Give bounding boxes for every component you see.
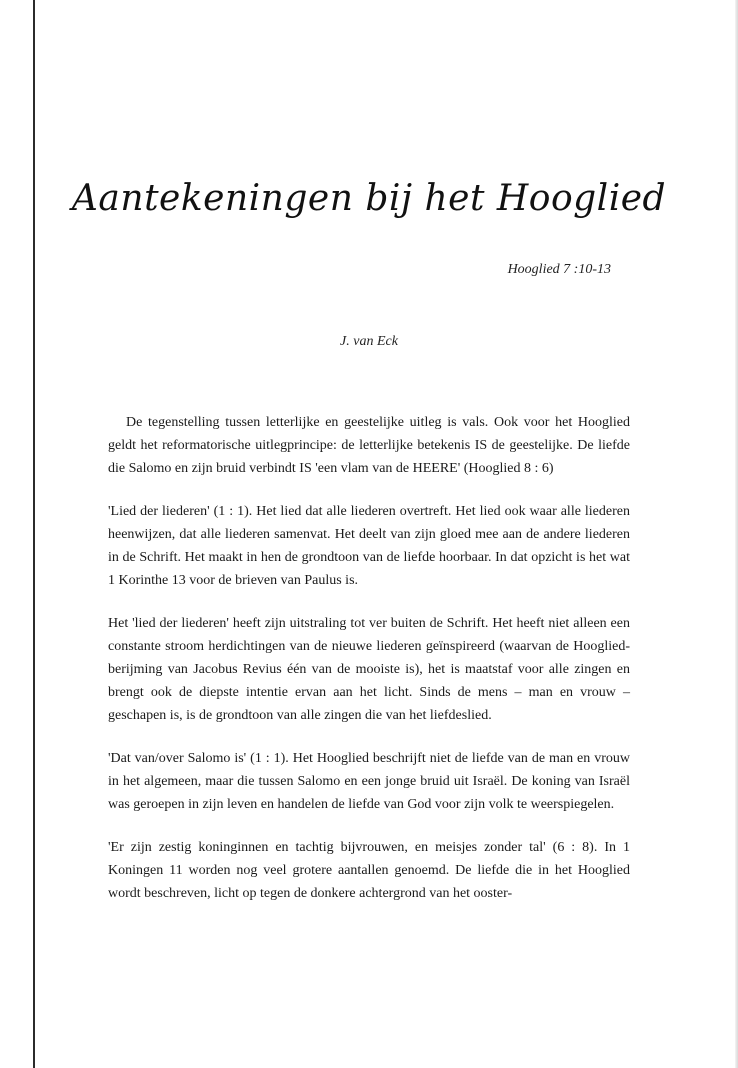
paragraph-4: 'Dat van/over Salomo is' (1 : 1). Het Hooglied beschrijft niet de liefde van de man en vrouw in het algemeen, maar die tussen Salomo en een jonge bruid uit Israël. De koning van Israël was geroepen in zijn leven en handelen de liefde van God voor zijn volk te weerspiegelen. [108,751,630,812]
article-title: Aantekeningen bij het Hooglied [71,178,667,219]
paragraph-3: Het 'lied der liederen' heeft zijn uitstraling tot ver buiten de Schrift. Het heeft niet alleen een constante stroom herdichtingen van de nieuwe liederen geïnspireerd (waarvan de Hooglied-berijming van Jacobus Revius één van de mooiste is), het is maatstaf voor alle zingen en brengt ook de diepste intentie ervan aan het licht. Sinds de mens – man en vrouw – geschapen is, is de grondtoon van alle zingen die van het liefdeslied. [108,616,630,723]
author-name: J. van Eck [340,334,398,349]
article-body [108,411,630,925]
paragraph-2: 'Lied der liederen' (1 : 1). Het lied dat alle liederen overtreft. Het lied ook waar alle liederen heenwijzen, dat alle liederen samenvat. Het deelt van zijn gloed mee aan de andere liederen in de Schrift. Het maakt in hen de grondtoon van de liefde hoorbaar. In dat opzicht is het wat 1 Korinthe 13 voor de brieven van Paulus is. [108,504,630,588]
paragraph-5: 'Er zijn zestig koninginnen en tachtig bijvrouwen, en meisjes zonder tal' (6 : 8). In 1 Koningen 11 worden nog veel grotere aantallen genoemd. De liefde die in het Hooglied wordt beschreven, licht op tegen de donkere achtergrond van het ooster- [108,840,630,901]
paragraph-1: De tegenstelling tussen letterlijke en geestelijke uitleg is vals. Ook voor het Hooglied geldt het reformatorische uitlegprincipe: de letterlijke betekenis IS de geestelijke. De liefde die Salomo en zijn bruid verbindt IS 'een vlam van de HEERE' (Hooglied 8 : 6) [108,415,630,476]
page-binding-edge [33,0,35,1068]
scripture-reference: Hooglied 7 :10-13 [507,262,611,277]
